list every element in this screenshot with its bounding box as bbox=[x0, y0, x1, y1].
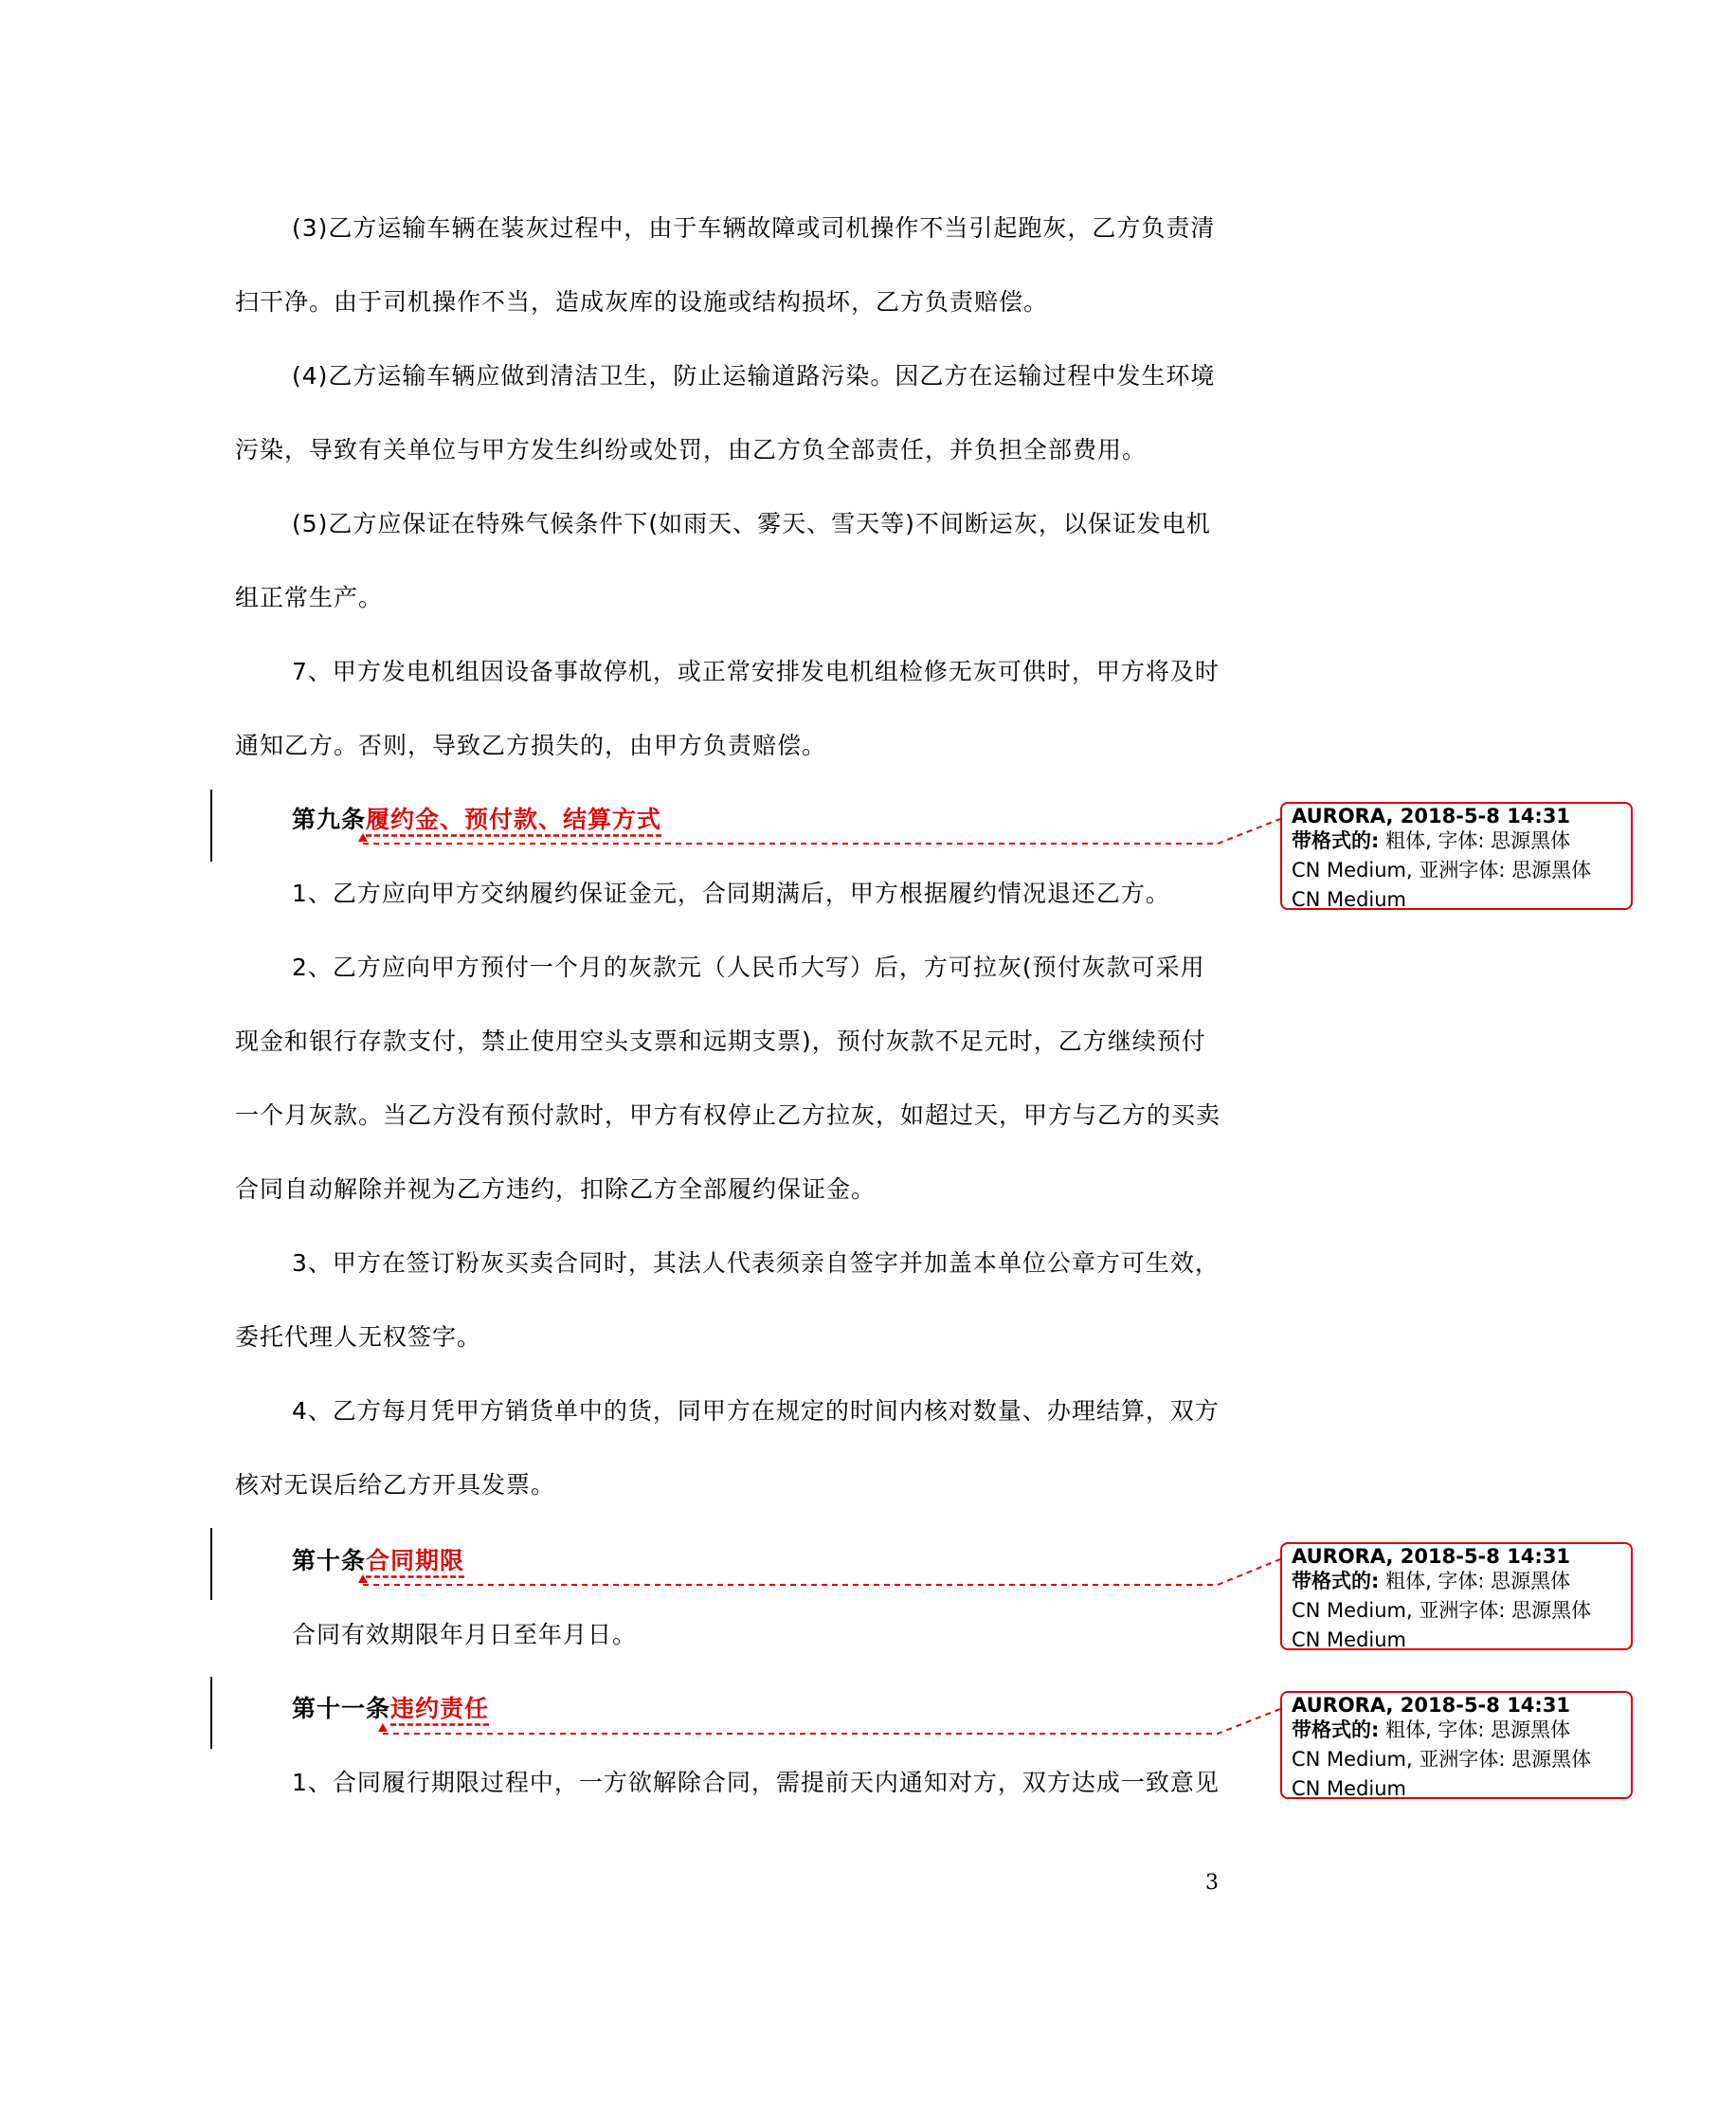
change-bar bbox=[210, 1677, 212, 1749]
balloon-line bbox=[1292, 1567, 1621, 1596]
balloon-line: CN Medium bbox=[1292, 1777, 1407, 1799]
balloon-text: 粗体, 字体: 思源黑体 bbox=[1379, 1718, 1571, 1741]
paragraph-line: 一个月灰款。当乙方没有预付款时，甲方有权停止乙方拉灰，如超过天，甲方与乙方的买卖 bbox=[235, 1101, 1221, 1129]
inserted-text: 合同期限 bbox=[366, 1547, 465, 1574]
balloon-label: 带格式的: bbox=[1292, 1570, 1380, 1592]
paragraph-line: 7、甲方发电机组因设备事故停机，或正常安排发电机组检修无灰可供时，甲方将及时 bbox=[292, 658, 1220, 685]
balloon-text: 粗体, 字体: 思源黑体 bbox=[1379, 1570, 1571, 1592]
paragraph-line: 2、乙方应向甲方预付一个月的灰款元（人民币大写）后，方可拉灰(预付灰款可采用 bbox=[292, 954, 1205, 981]
balloon-line: CN Medium bbox=[1292, 1628, 1407, 1650]
paragraph-line: 1、合同履行期限过程中，一方欲解除合同，需提前天内通知对方，双方达成一致意见 bbox=[292, 1769, 1220, 1796]
paragraph-line: 合同自动解除并视为乙方违约，扣除乙方全部履约保证金。 bbox=[235, 1175, 877, 1203]
heading-prefix: 第十条 bbox=[292, 1547, 367, 1574]
paragraph-line: 合同有效期限年月日至年月日。 bbox=[292, 1621, 638, 1648]
paragraph-line: 委托代理人无权签字。 bbox=[235, 1323, 482, 1351]
balloon-line bbox=[1292, 827, 1621, 856]
revision-balloon[interactable] bbox=[1280, 802, 1633, 910]
paragraph-line: 组正常生产。 bbox=[235, 584, 384, 611]
paragraph-line: 1、乙方应向甲方交纳履约保证金元，合同期满后，甲方根据履约情况退还乙方。 bbox=[292, 880, 1170, 907]
balloon-author: AURORA, 2018-5-8 14:31 bbox=[1292, 1545, 1571, 1568]
change-bar bbox=[210, 1528, 212, 1600]
inserted-text: 违约责任 bbox=[390, 1695, 490, 1722]
balloon-line: CN Medium, 亚洲字体: 思源黑体 bbox=[1292, 1748, 1592, 1771]
revision-balloon[interactable] bbox=[1280, 1691, 1633, 1799]
article-heading-10 bbox=[292, 1545, 464, 1577]
paragraph-line: 4、乙方每月凭甲方销货单中的货，同甲方在规定的时间内核对数量、办理结算，双方 bbox=[292, 1397, 1220, 1425]
page-number: 3 bbox=[1205, 1871, 1219, 1895]
heading-prefix: 第十一条 bbox=[292, 1695, 391, 1722]
article-heading-9 bbox=[292, 804, 661, 836]
balloon-line bbox=[1292, 1716, 1621, 1745]
balloon-line: CN Medium bbox=[1292, 888, 1407, 910]
connector-line-3 bbox=[383, 1709, 1280, 1734]
balloon-author: AURORA, 2018-5-8 14:31 bbox=[1292, 805, 1571, 827]
change-bar bbox=[210, 790, 212, 862]
paragraph-line: 核对无误后给乙方开具发票。 bbox=[235, 1471, 556, 1499]
paragraph-line: 污染，导致有关单位与甲方发生纠纷或处罚，由乙方负全部责任，并负担全部费用。 bbox=[235, 436, 1148, 464]
paragraph-line: (3)乙方运输车辆在装灰过程中，由于车辆故障或司机操作不当引起跑灰，乙方负责清 bbox=[292, 214, 1216, 242]
balloon-label: 带格式的: bbox=[1292, 1718, 1380, 1741]
revision-balloon[interactable] bbox=[1280, 1542, 1633, 1650]
paragraph-line: (5)乙方应保证在特殊气候条件下(如雨天、雾天、雪天等)不间断运灰，以保证发电机 bbox=[292, 510, 1211, 537]
balloon-label: 带格式的: bbox=[1292, 829, 1380, 852]
balloon-line: CN Medium, 亚洲字体: 思源黑体 bbox=[1292, 1599, 1592, 1622]
paragraph-line: 3、甲方在签订粉灰买卖合同时，其法人代表须亲自签字并加盖本单位公章方可生效， bbox=[292, 1249, 1220, 1277]
balloon-line: CN Medium, 亚洲字体: 思源黑体 bbox=[1292, 859, 1592, 882]
paragraph-line: 通知乙方。否则，导致乙方损失的，由甲方负责赔偿。 bbox=[235, 732, 827, 759]
balloon-author: AURORA, 2018-5-8 14:31 bbox=[1292, 1694, 1571, 1717]
inserted-text: 履约金、预付款、结算方式 bbox=[366, 806, 662, 833]
balloon-text: 粗体, 字体: 思源黑体 bbox=[1379, 829, 1571, 852]
paragraph-line: (4)乙方运输车辆应做到清洁卫生，防止运输道路污染。因乙方在运输过程中发生环境 bbox=[292, 362, 1216, 390]
heading-prefix: 第九条 bbox=[292, 806, 367, 833]
connector-line-2 bbox=[363, 1559, 1280, 1585]
paragraph-line: 现金和银行存款支付，禁止使用空头支票和远期支票)，预付灰款不足元时，乙方继续预付 bbox=[235, 1027, 1206, 1055]
paragraph-line: 扫干净。由于司机操作不当，造成灰库的设施或结构损坏，乙方负责赔偿。 bbox=[235, 288, 1049, 316]
article-heading-11 bbox=[292, 1693, 489, 1725]
